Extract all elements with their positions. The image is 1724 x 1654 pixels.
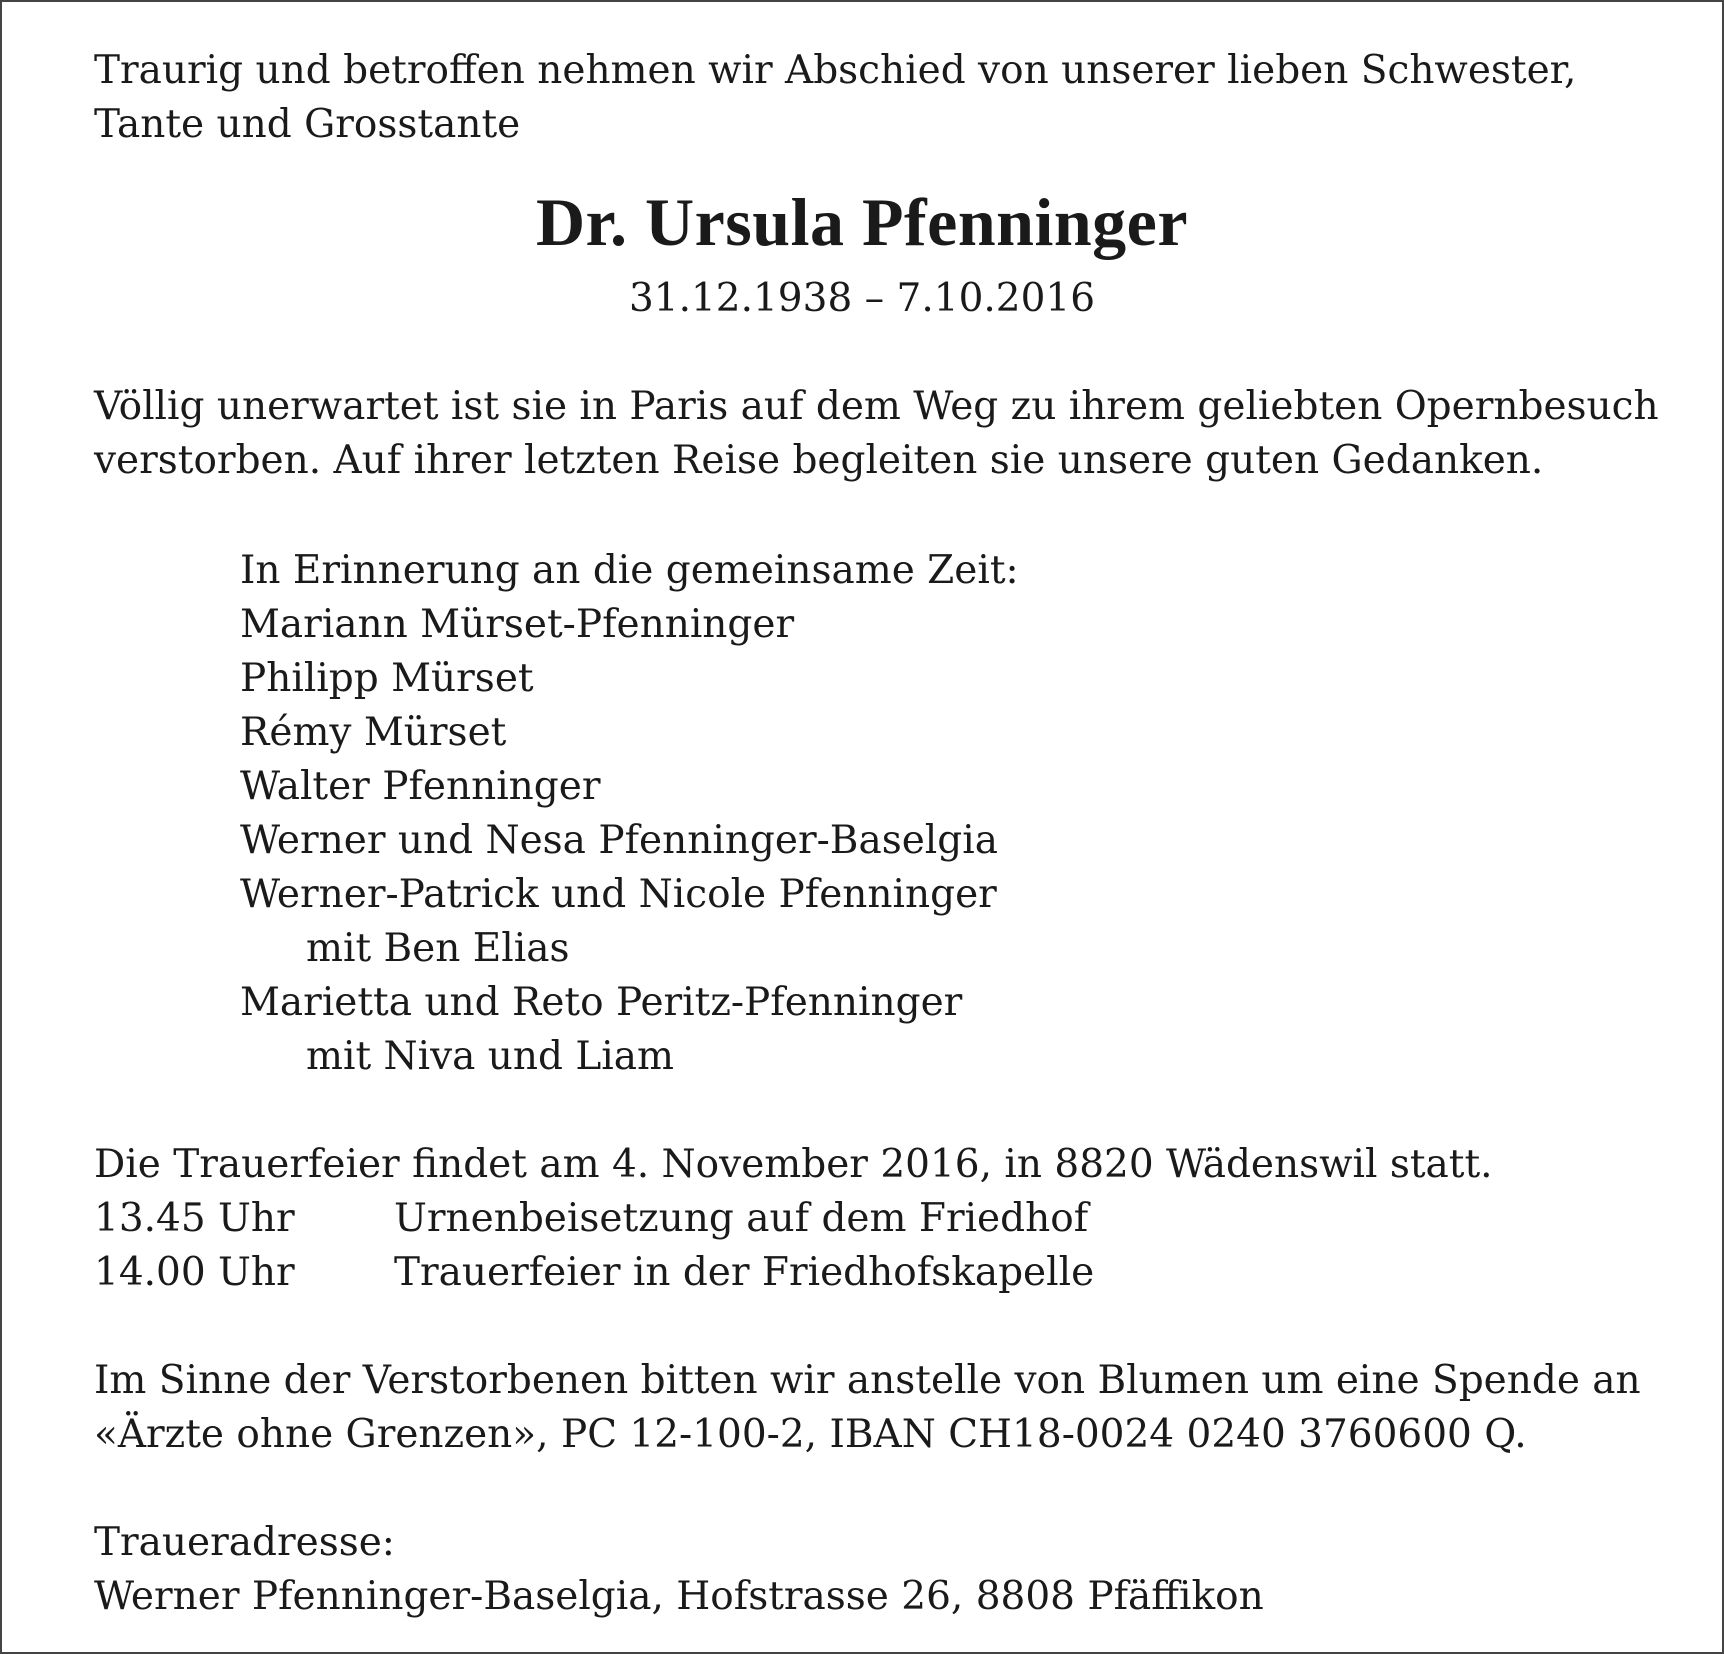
donation-line-2: «Ärzte ohne Grenzen», PC 12-100-2, IBAN CH18-0024 0240 3760600 Q. <box>94 1412 1527 1457</box>
schedule-event: Urnenbeisetzung auf dem Friedhof <box>394 1196 1089 1241</box>
intro-line-1: Traurig und betroffen nehmen wir Abschied von unserer lieben Schwester, <box>94 48 1577 93</box>
message-line-1: Völlig unerwartet ist sie in Paris auf dem Weg zu ihrem geliebten Opernbesuch <box>94 384 1659 429</box>
mourner-name: Mariann Mürset-Pfenninger <box>240 602 795 647</box>
life-dates: 31.12.1938 – 7.10.2016 <box>628 276 1096 321</box>
mourner-name: Philipp Mürset <box>240 656 534 701</box>
intro-line-2: Tante und Grosstante <box>94 102 521 147</box>
mourner-name: Werner-Patrick und Nicole Pfenninger <box>240 872 997 917</box>
mourner-name: Rémy Mürset <box>240 710 507 755</box>
mourner-name: Werner und Nesa Pfenninger-Baselgia <box>240 818 998 863</box>
deceased-name: Dr. Ursula Pfenninger <box>535 184 1189 260</box>
schedule-time: 13.45 Uhr <box>94 1196 295 1241</box>
address-value: Werner Pfenninger-Baselgia, Hofstrasse 26, 8808 Pfäffikon <box>94 1574 1264 1619</box>
schedule-time: 14.00 Uhr <box>94 1250 295 1295</box>
schedule-event: Trauerfeier in der Friedhofskapelle <box>394 1250 1095 1295</box>
mourner-name: Walter Pfenninger <box>240 764 601 809</box>
ceremony-intro: Die Trauerfeier findet am 4. November 2016, in 8820 Wädenswil statt. <box>94 1142 1493 1187</box>
donation-line-1: Im Sinne der Verstorbenen bitten wir anstelle von Blumen um eine Spende an <box>94 1358 1641 1403</box>
mourners-heading: In Erinnerung an die gemeinsame Zeit: <box>240 548 1019 593</box>
mourner-subname: mit Niva und Liam <box>306 1034 675 1079</box>
mourner-name: Marietta und Reto Peritz-Pfenninger <box>240 980 963 1025</box>
message-line-2: verstorben. Auf ihrer letzten Reise begleiten sie unsere guten Gedanken. <box>94 438 1544 483</box>
mourner-subname: mit Ben Elias <box>306 926 570 971</box>
address-label: Traueradresse: <box>94 1520 395 1565</box>
